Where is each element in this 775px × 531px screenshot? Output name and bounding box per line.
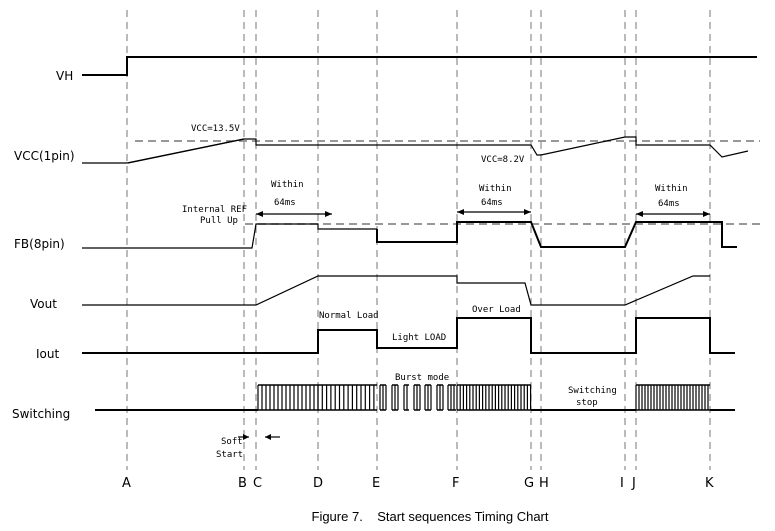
marker-label-j: J xyxy=(632,476,636,491)
within-64ms-arrow-f-g xyxy=(457,209,531,215)
burst-mode-label: Burst mode xyxy=(395,373,450,383)
soft-start-label-2: Start xyxy=(216,450,244,460)
vcc-13.5v-label: VCC=13.5V xyxy=(191,124,240,134)
within-label-3: Within xyxy=(655,184,688,194)
over-load-label: Over Load xyxy=(472,305,521,315)
marker-label-e: E xyxy=(372,476,381,491)
soft-start-arrows xyxy=(238,434,280,440)
fb-waveform-part1 xyxy=(82,224,377,248)
vcc-rise-shadow xyxy=(128,139,244,163)
signal-label-vout: Vout xyxy=(30,297,57,311)
vout-waveform xyxy=(82,276,710,305)
fb-waveform-part2 xyxy=(377,222,737,247)
switching-stop-label-2: stop xyxy=(576,398,598,408)
switching-stop-label: Switching xyxy=(568,386,617,396)
switching-pulses xyxy=(258,385,710,410)
64ms-label-1: 64ms xyxy=(274,198,296,208)
64ms-label-3: 64ms xyxy=(658,199,680,209)
marker-label-k: K xyxy=(705,476,714,491)
marker-label-b: B xyxy=(238,476,247,491)
marker-label-h: H xyxy=(539,476,549,491)
within-64ms-arrow-j-k xyxy=(636,211,710,217)
time-marker-lines xyxy=(127,10,710,470)
marker-label-i: I xyxy=(620,476,624,491)
signal-label-vh: VH xyxy=(56,69,74,83)
vcc-8.2v-label: VCC=8.2V xyxy=(481,155,525,165)
signal-label-iout: Iout xyxy=(36,347,60,361)
vh-waveform xyxy=(82,57,757,75)
figure-caption: Figure 7. Start sequences Timing Chart xyxy=(311,509,549,524)
internal-ref-label: Internal REF xyxy=(182,205,248,215)
64ms-label-2: 64ms xyxy=(481,198,503,208)
marker-label-d: D xyxy=(313,476,324,491)
marker-label-g: G xyxy=(524,476,535,491)
pull-up-label: Pull Up xyxy=(200,216,238,226)
normal-load-label: Normal Load xyxy=(319,311,379,321)
signal-label-fb: FB(8pin) xyxy=(14,237,65,251)
within-label-1: Within xyxy=(271,180,304,190)
within-label-2: Within xyxy=(479,184,512,194)
marker-label-f: F xyxy=(452,476,460,491)
marker-label-c: C xyxy=(253,476,263,491)
within-64ms-arrow-c-d xyxy=(256,211,332,217)
marker-label-a: A xyxy=(122,476,131,491)
light-load-label: Light LOAD xyxy=(392,333,447,343)
signal-label-switching: Switching xyxy=(12,407,71,421)
signal-label-vcc: VCC(1pin) xyxy=(14,149,75,163)
soft-start-label: Soft xyxy=(221,437,243,447)
